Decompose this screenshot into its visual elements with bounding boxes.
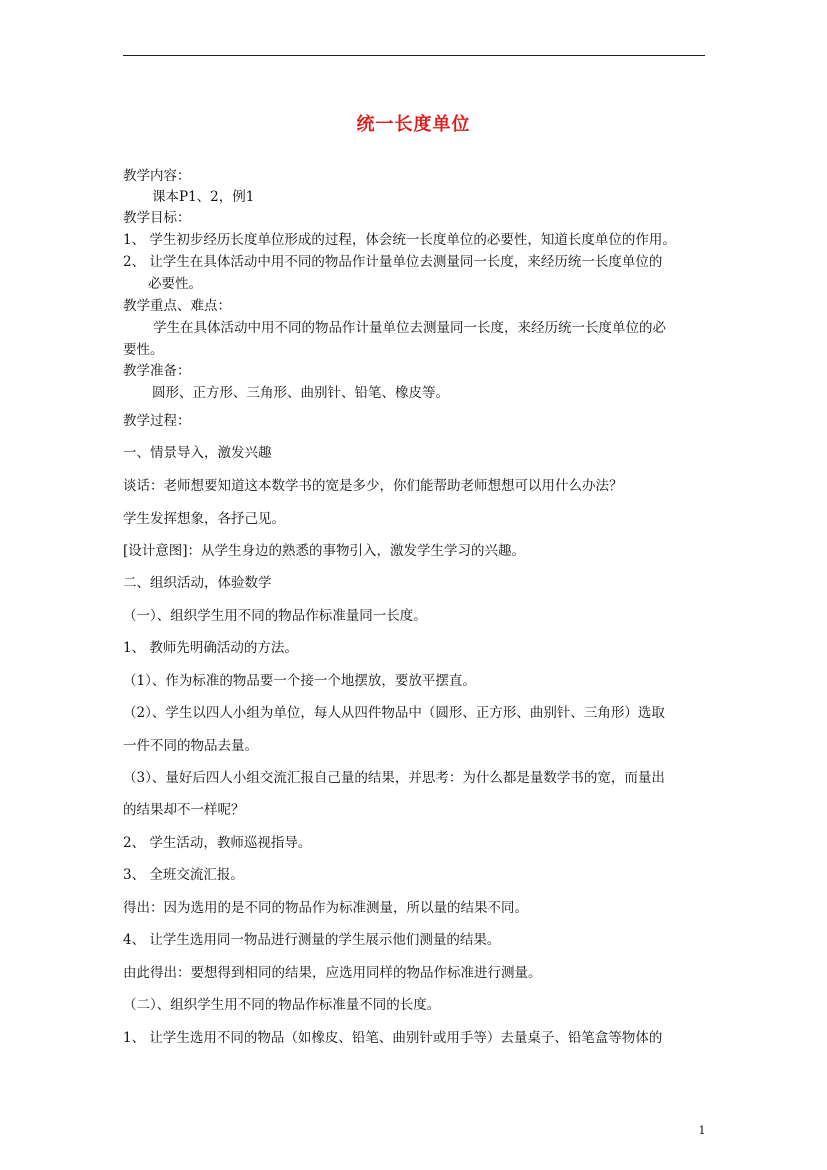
text-line: [设计意图]：从学生身边的熟悉的事物引入，激发学生学习的兴趣。 <box>123 543 526 559</box>
list-item: 1、 让学生选用不同的物品（如橡皮、铅笔、曲别针或用手等）去量桌子、铅笔盒等物体的 <box>123 1030 663 1046</box>
section-heading: 教学重点、难点： <box>123 298 231 314</box>
list-item: 1、 学生初步经历长度单位形成的过程，体会统一长度单位的必要性，知道长度单位的作用。 <box>123 232 676 248</box>
section-heading: 教学目标： <box>123 210 191 226</box>
list-item: （3）、量好后四人小组交流汇报自己量的结果，并思考：为什么都是量数学书的宽，而量出 <box>123 770 665 786</box>
text-line: 学生发挥想象，各抒己见。 <box>123 511 285 527</box>
text-line: 课本P1、2，例1 <box>152 189 255 205</box>
list-item: （2）、学生以四人小组为单位，每人从四件物品中（圆形、正方形、曲别针、三角形）选取 <box>123 705 665 721</box>
section-heading: 一、情景导入，激发兴趣 <box>123 445 272 461</box>
text-line: 圆形、正方形、三角形、曲别针、铅笔、橡皮等。 <box>152 385 449 401</box>
list-item: 4、 让学生选用同一物品进行测量的学生展示他们测量的结果。 <box>123 932 501 948</box>
text-line: 得出：因为选用的是不同的物品作为标准测量，所以量的结果不同。 <box>123 900 528 916</box>
document-title: 统一长度单位 <box>356 114 471 135</box>
section-heading: 二、组织活动，体验数学 <box>123 575 272 591</box>
page-number: 1 <box>698 1124 706 1137</box>
text-line: 学生在具体活动中用不同的物品作计量单位去测量同一长度，来经历统一长度单位的必 <box>153 320 666 336</box>
list-item-continuation: 一件不同的物品去量。 <box>123 738 258 754</box>
list-item: 3、 全班交流汇报。 <box>123 867 244 883</box>
list-item: （1）、作为标准的物品要一个接一个地摆放，要放平摆直。 <box>123 673 476 689</box>
text-line: 谈话：老师想要知道这本数学书的宽是多少，你们能帮助老师想想可以用什么办法？ <box>123 478 623 494</box>
list-item: 1、 教师先明确活动的方法。 <box>123 640 298 656</box>
list-item: 2、 学生活动，教师巡视指导。 <box>123 835 312 851</box>
section-heading: 教学过程： <box>123 413 191 429</box>
text-line: 由此得出：要想得到相同的结果，应选用同样的物品作标准进行测量。 <box>123 965 542 981</box>
list-item-continuation: 的结果却不一样呢？ <box>123 802 245 818</box>
section-heading: 教学内容： <box>123 168 191 184</box>
list-item-continuation: 必要性。 <box>148 276 202 292</box>
subsection-heading: （一）、组织学生用不同的物品作标准量同一长度。 <box>123 608 427 624</box>
list-item: 2、 让学生在具体活动中用不同的物品作计量单位去测量同一长度，来经历统一长度单位的 <box>123 254 663 270</box>
header-rule <box>123 55 705 56</box>
text-line: 要性。 <box>123 342 164 358</box>
subsection-heading: （二）、组织学生用不同的物品作标准量不同的长度。 <box>123 997 441 1013</box>
section-heading: 教学准备： <box>123 363 191 379</box>
